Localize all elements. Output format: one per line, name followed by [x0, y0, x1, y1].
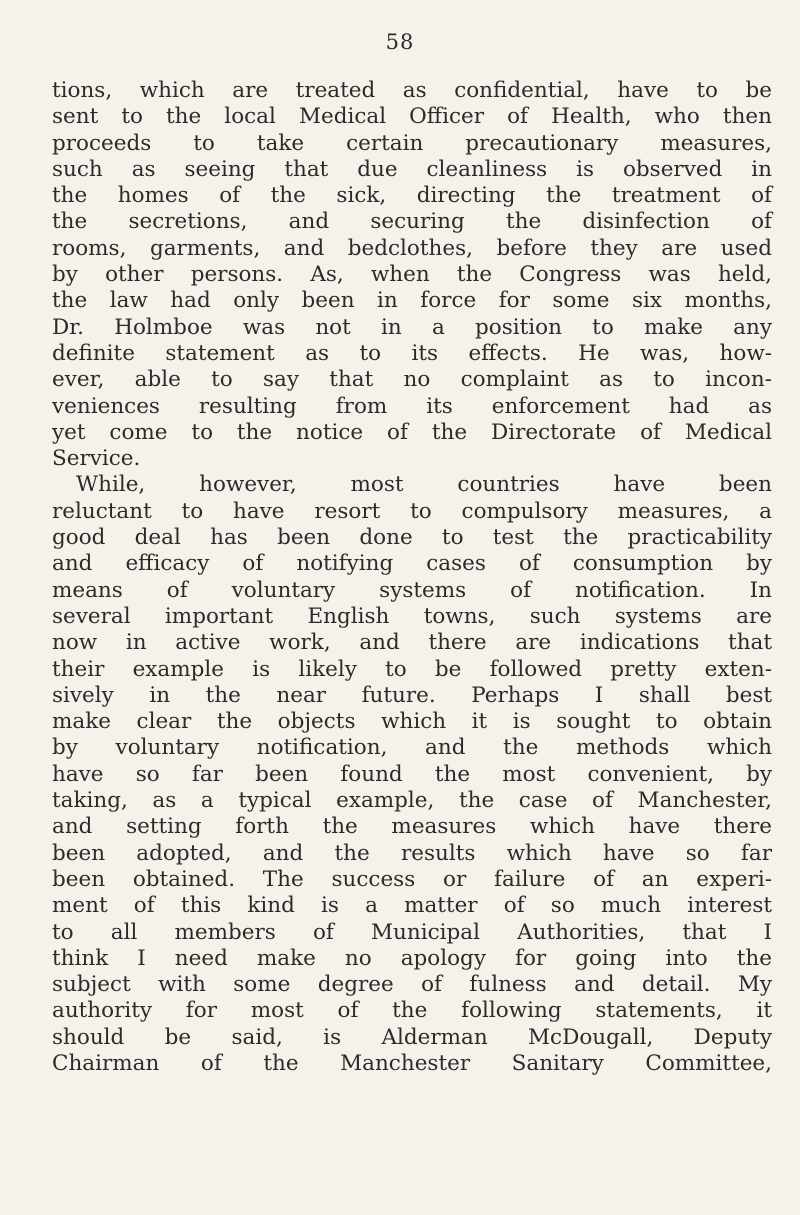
text-line: now in active work, and there are indications that — [52, 630, 772, 656]
text-line: authority for most of the following statements, it — [52, 998, 772, 1024]
text-line: definite statement as to its effects. He was, how- — [52, 340, 772, 366]
text-line: by voluntary notification, and the methods which — [52, 735, 772, 761]
text-line: been obtained. The success or failure of an experi- — [52, 866, 772, 892]
text-line: proceeds to take certain precautionary measures, — [52, 130, 772, 156]
text-line: yet come to the notice of the Directorate of Medical — [52, 419, 772, 445]
text-line: reluctant to have resort to compulsory measures, a — [52, 498, 772, 524]
text-line: sively in the near future. Perhaps I shall best — [52, 682, 772, 708]
text-line: ever, able to say that no complaint as to incon- — [52, 367, 772, 393]
text-line: ment of this kind is a matter of so much interest — [52, 893, 772, 919]
text-line: have so far been found the most convenient, by — [52, 761, 772, 787]
text-line: the secretions, and securing the disinfection of — [52, 209, 772, 235]
text-line: their example is likely to be followed pretty exten- — [52, 656, 772, 682]
text-line: means of voluntary systems of notification. In — [52, 577, 772, 603]
text-line: and efficacy of notifying cases of consumption by — [52, 551, 772, 577]
text-line: the homes of the sick, directing the treatment of — [52, 183, 772, 209]
page-number: 58 — [385, 30, 415, 54]
text-line: veniences resulting from its enforcement had as — [52, 393, 772, 419]
text-line: subject with some degree of fulness and detail. My — [52, 972, 772, 998]
text-line: Dr. Holmboe was not in a position to make any — [52, 314, 772, 340]
text-line: sent to the local Medical Officer of Health, who then — [52, 104, 772, 130]
text-line: the law had only been in force for some six months, — [52, 288, 772, 314]
text-line: by other persons. As, when the Congress was held, — [52, 262, 772, 288]
text-line: make clear the objects which it is sought to obtain — [52, 709, 772, 735]
text-line: and setting forth the measures which have there — [52, 814, 772, 840]
text-line: Service. — [52, 446, 141, 472]
text-line: Chairman of the Manchester Sanitary Committee, — [52, 1050, 772, 1076]
text-line: good deal has been done to test the practicability — [52, 525, 772, 551]
text-line: taking, as a typical example, the case of Manchester, — [52, 788, 772, 814]
text-line: should be said, is Alderman McDougall, Deputy — [52, 1024, 772, 1050]
text-line: been adopted, and the results which have so far — [52, 840, 772, 866]
body-text — [52, 78, 772, 1077]
text-line: think I need make no apology for going into the — [52, 945, 772, 971]
text-line: several important English towns, such systems are — [52, 603, 772, 629]
text-line: tions, which are treated as confidential, have to be — [52, 78, 772, 103]
text-line: such as seeing that due cleanliness is observed in — [52, 156, 772, 182]
text-line: to all members of Municipal Authorities, that I — [52, 919, 772, 945]
text-line: rooms, garments, and bedclothes, before they are used — [52, 235, 772, 261]
paragraph-start-line: While, however, most countries have been — [76, 472, 772, 498]
